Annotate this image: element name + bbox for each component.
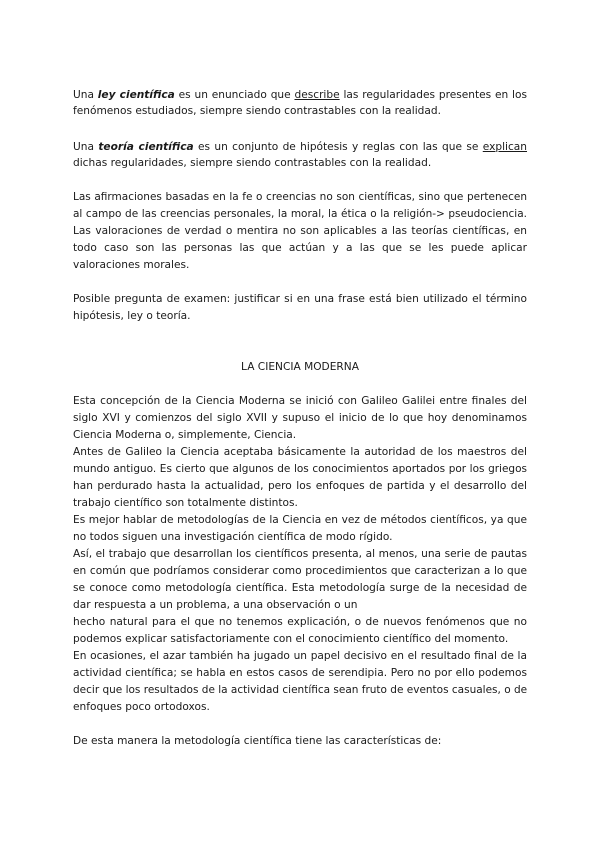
characteristics-intro: De esta manera la metodología científica tiene las características de: [73,735,442,747]
paragraph-line: Esta concepción de la Ciencia Moderna se inició con Galileo Galilei entre finales del [73,395,527,407]
text-fragment: es un conjunto de hipótesis y reglas con las que se [193,141,483,153]
paragraph-line: enfoques poco ortodoxos. [73,701,210,713]
paragraph-line: En ocasiones, el azar también ha jugado un papel decisivo en el resultado final de la [73,650,527,662]
paragraph-line: trabajo científico son totalmente distintos. [73,497,298,509]
paragraph-line: no todos siguen una investigación científica de modo rígido. [73,531,393,543]
term-teoria-cientifica: teoría científica [98,141,194,153]
paragraph-line: Es mejor hablar de metodologías de la Ciencia en vez de métodos científicos, ya que [73,514,527,526]
paragraph-line: podemos explicar satisfactoriamente con el conocimiento científico del momento. [73,633,509,645]
underlined-word-describe: describe [294,89,340,101]
term-ley-cientifica: ley científica [97,89,175,101]
paragraph-line: mundo antiguo. Es cierto que algunos de los conocimientos aportados por los griegos [73,463,527,475]
paragraph-line: decir que los resultados de la actividad científica sean fruto de eventos casuales, o de [73,684,528,696]
paragraph-line: Las valoraciones de verdad o mentira no son aplicables a las teorías científicas, en [73,225,527,237]
paragraph-line: se conoce como metodología científica. Esta metodología surge de la necesidad de [73,582,527,594]
paragraph-line: hecho natural para el que no tenemos explicación, o de nuevos fenómenos que no [73,616,527,628]
teoria-definition-line-2: dichas regularidades, siempre siendo contrastables con la realidad. [73,157,432,169]
paragraph-line: Así, el trabajo que desarrollan los científicos presenta, al menos, una serie de pautas [73,548,527,560]
paragraph-line: actividad científica; se habla en estos casos de serendipia. Pero no por ello podemos [73,667,527,679]
exam-question-line: hipótesis, ley o teoría. [73,310,191,322]
ley-definition-line-1 [73,87,527,103]
text-fragment: es un enunciado que [174,89,295,101]
paragraph-line: en común que podríamos considerar como procedimientos que caracterizan a lo que [73,565,527,577]
exam-question-line: Posible pregunta de examen: justificar si en una frase está bien utilizado el término [73,293,527,305]
ley-definition-line-2: fenómenos estudiados, siempre siendo contrastables con la realidad. [73,105,441,117]
paragraph-line: siglo XVI y comienzos del siglo XVII y supuso el inicio de lo que hoy denominamos [73,412,527,424]
paragraph-line: todo caso son las personas las que actúan y a las que se les puede aplicar [73,242,527,254]
paragraph-line: Ciencia Moderna o, simplemente, Ciencia. [73,429,297,441]
section-title: LA CIENCIA MODERNA [241,361,359,373]
text-fragment: Una [73,89,98,101]
teoria-definition-line-1 [73,139,527,155]
text-fragment: Una [73,141,99,153]
paragraph-line: han perdurado hasta la actualidad, pero los enfoques de partida y el desarrollo del [73,480,527,492]
text-fragment: las regularidades presentes en los [339,89,528,101]
paragraph-line: valoraciones morales. [73,259,190,271]
paragraph-line: Las afirmaciones basadas en la fe o creencias no son científicas, sino que pertenecen [73,191,527,203]
paragraph-line: dar respuesta a un problema, a una observación o un [73,599,358,611]
underlined-word-explican: explican [482,141,528,153]
paragraph-line: al campo de las creencias personales, la moral, la ética o la religión-> pseudociencia. [73,208,527,220]
paragraph-line: Antes de Galileo la Ciencia aceptaba básicamente la autoridad de los maestros del [73,446,527,458]
